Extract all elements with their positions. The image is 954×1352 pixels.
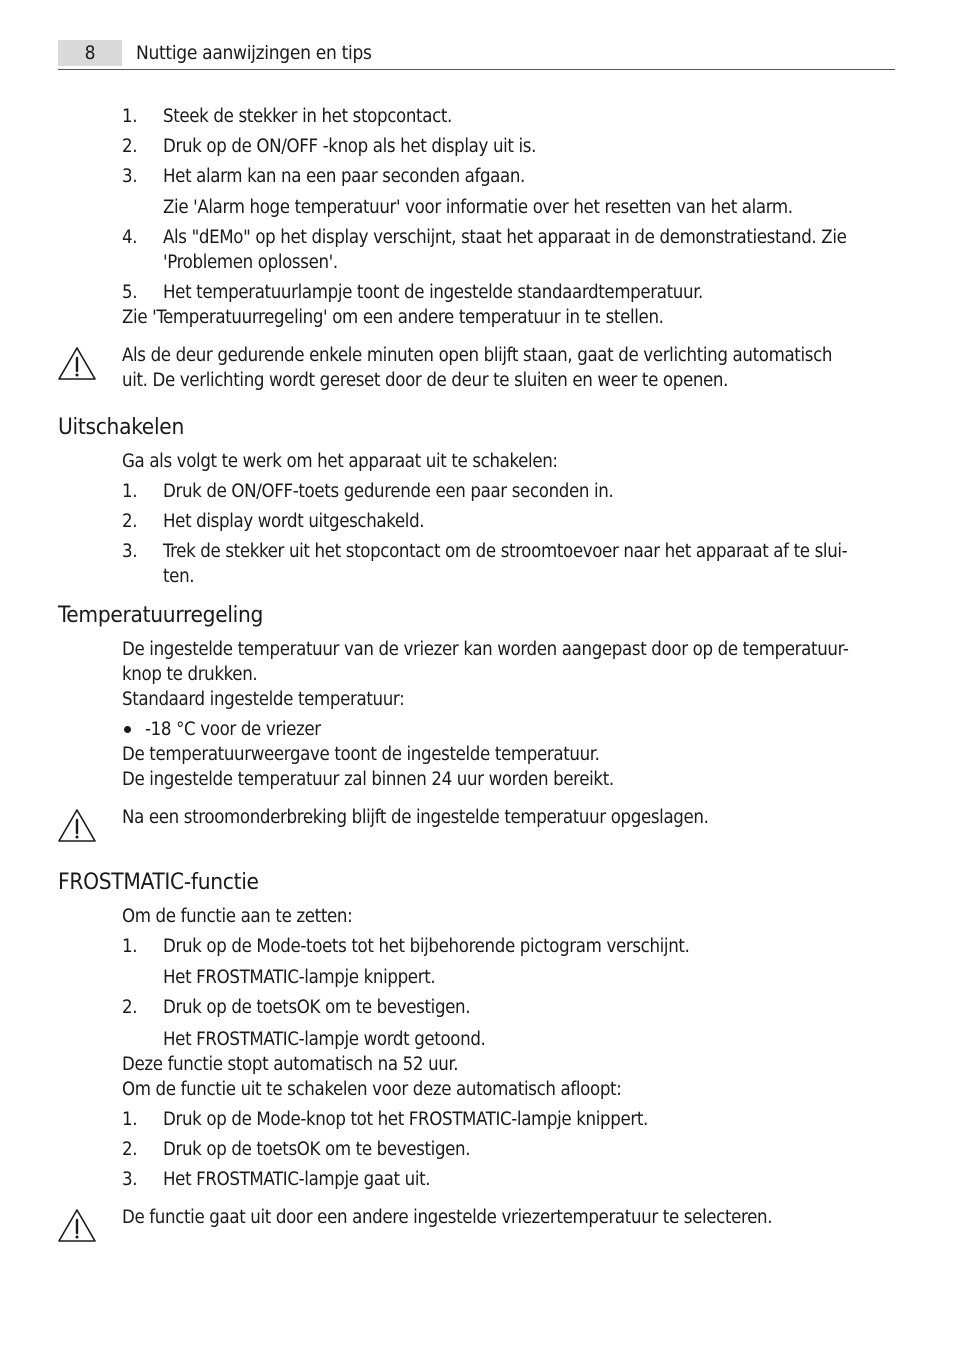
paragraph: Deze functie stopt automatisch na 52 uur.: [122, 1054, 459, 1075]
step-text: Druk op de Mode-toets tot het bijbehorende pictogram verschijnt.: [163, 936, 690, 957]
step-text: Als "dEMo" op het display verschijnt, staat het apparaat in de demonstratiestand. Zie: [163, 227, 847, 248]
paragraph: Zie 'Temperatuurregeling' om een andere temperatuur in te stellen.: [122, 307, 664, 328]
step-text: Trek de stekker uit het stopcontact om de stroomtoevoer naar het apparaat af te slui-: [163, 541, 848, 562]
step-note: Het FROSTMATIC-lampje wordt getoond.: [163, 1029, 486, 1050]
step-text: Het temperatuurlampje toont de ingestelde standaardtemperatuur.: [163, 282, 703, 303]
step-number: 1.: [122, 106, 138, 127]
step-number: 2.: [122, 1139, 138, 1160]
step-number: 2.: [122, 511, 138, 532]
section-heading-frostmatic: FROSTMATIC-functie: [58, 869, 259, 895]
step-number: 5.: [122, 282, 138, 303]
step-text-continued: 'Problemen oplossen'.: [163, 252, 338, 273]
page-number: 8: [58, 40, 122, 66]
step-text: Het alarm kan na een paar seconden afgaan.: [163, 166, 525, 187]
paragraph: De temperatuurweergave toont de ingestelde temperatuur.: [122, 744, 600, 765]
paragraph: De ingestelde temperatuur van de vriezer kan worden aangepast door op de temperatuur-: [122, 639, 849, 660]
bullet-marker: [124, 726, 131, 733]
paragraph: Om de functie aan te zetten:: [122, 906, 353, 927]
warning-icon: [56, 346, 98, 382]
step-text: Steek de stekker in het stopcontact.: [163, 106, 452, 127]
paragraph: Standaard ingestelde temperatuur:: [122, 689, 405, 710]
step-number: 2.: [122, 136, 138, 157]
step-note: Het FROSTMATIC-lampje knippert.: [163, 967, 436, 988]
step-number: 3.: [122, 1169, 138, 1190]
step-note: Zie 'Alarm hoge temperatuur' voor informatie over het resetten van het alarm.: [163, 197, 793, 218]
warning-text: De functie gaat uit door een andere ingestelde vriezertemperatuur te selecteren.: [122, 1207, 773, 1228]
step-text-continued: ten.: [163, 566, 195, 587]
warning-icon: [56, 808, 98, 844]
step-number: 3.: [122, 166, 138, 187]
step-number: 2.: [122, 997, 138, 1018]
step-text: Druk op de Mode-knop tot het FROSTMATIC-lampje knippert.: [163, 1109, 648, 1130]
section-heading-temperatuurregeling: Temperatuurregeling: [58, 602, 264, 628]
step-number: 1.: [122, 481, 138, 502]
step-text: Druk op de ON/OFF -knop als het display uit is.: [163, 136, 537, 157]
paragraph: De ingestelde temperatuur zal binnen 24 uur worden bereikt.: [122, 769, 614, 790]
warning-text: Als de deur gedurende enkele minuten open blijft staan, gaat de verlichting automatisch: [122, 345, 833, 366]
warning-icon: [56, 1208, 98, 1244]
section-heading-uitschakelen: Uitschakelen: [58, 414, 184, 440]
step-number: 4.: [122, 227, 138, 248]
step-number: 1.: [122, 1109, 138, 1130]
page-header-title: Nuttige aanwijzingen en tips: [136, 42, 372, 64]
paragraph: Ga als volgt te werk om het apparaat uit te schakelen:: [122, 451, 558, 472]
warning-text: uit. De verlichting wordt gereset door de deur te sluiten en weer te openen.: [122, 370, 729, 391]
step-number: 3.: [122, 541, 138, 562]
step-text: Het display wordt uitgeschakeld.: [163, 511, 425, 532]
warning-text: Na een stroomonderbreking blijft de ingestelde temperatuur opgeslagen.: [122, 807, 709, 828]
step-text: Het FROSTMATIC-lampje gaat uit.: [163, 1169, 431, 1190]
step-text: Druk op de toetsOK om te bevestigen.: [163, 1139, 471, 1160]
header-divider: [58, 69, 895, 70]
bullet-text: -18 °C voor de vriezer: [145, 719, 321, 740]
step-text: Druk de ON/OFF-toets gedurende een paar seconden in.: [163, 481, 614, 502]
paragraph: knop te drukken.: [122, 664, 258, 685]
paragraph: Om de functie uit te schakelen voor deze automatisch afloopt:: [122, 1079, 622, 1100]
step-text: Druk op de toetsOK om te bevestigen.: [163, 997, 471, 1018]
step-number: 1.: [122, 936, 138, 957]
